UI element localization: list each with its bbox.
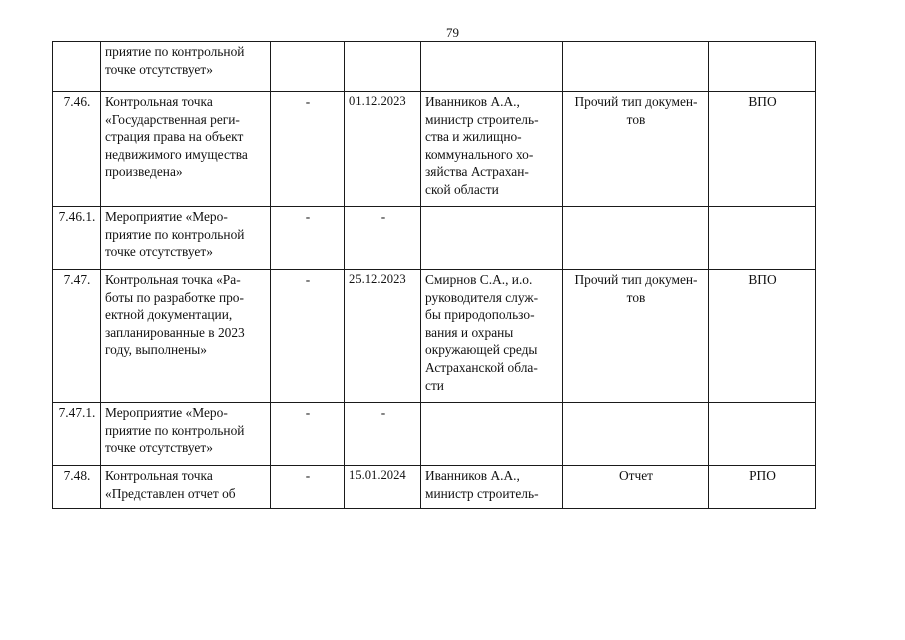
row-name: Мероприятие «Меро- приятие по контрольной точке отсутствует» <box>101 207 271 270</box>
row-dash: - <box>271 466 345 509</box>
table-row <box>53 42 816 92</box>
row-kind <box>709 42 816 92</box>
row-date: 15.01.2024 <box>345 466 421 509</box>
table-row <box>53 466 816 509</box>
row-kind: ВПО <box>709 270 816 403</box>
row-responsible <box>421 403 563 466</box>
row-dash: - <box>271 270 345 403</box>
row-kind <box>709 207 816 270</box>
table-row <box>53 403 816 466</box>
row-name: Контрольная точка «Государственная реги- страция права на объект недвижимого имущества произведена» <box>101 92 271 207</box>
table-row <box>53 92 816 207</box>
page-number: 79 <box>446 25 459 40</box>
row-dash <box>271 42 345 92</box>
row-doc-type: Прочий тип докумен- тов <box>563 270 709 403</box>
row-date: - <box>345 403 421 466</box>
row-number: 7.47. <box>53 270 101 403</box>
table-row <box>53 270 816 403</box>
row-kind: ВПО <box>709 92 816 207</box>
row-number: 7.46. <box>53 92 101 207</box>
row-number: 7.48. <box>53 466 101 509</box>
table-row <box>53 207 816 270</box>
row-dash: - <box>271 92 345 207</box>
row-doc-type <box>563 207 709 270</box>
row-doc-type <box>563 42 709 92</box>
row-kind <box>709 403 816 466</box>
row-name: Контрольная точка «Ра- боты по разработке про- ектной документации, запланированные в 2023 году, выполнены» <box>101 270 271 403</box>
row-name: приятие по контрольной точке отсутствует» <box>101 42 271 92</box>
row-name: Мероприятие «Меро- приятие по контрольной точке отсутствует» <box>101 403 271 466</box>
row-name: Контрольная точка «Представлен отчет об <box>101 466 271 509</box>
row-date: 01.12.2023 <box>345 92 421 207</box>
row-responsible: Иванников А.А., министр строитель- ства и жилищно- коммунального хо- зяйства Астрахан- ской области <box>421 92 563 207</box>
row-responsible: Иванников А.А., министр строитель- <box>421 466 563 509</box>
row-responsible <box>421 42 563 92</box>
row-date <box>345 42 421 92</box>
row-date: 25.12.2023 <box>345 270 421 403</box>
row-dash: - <box>271 403 345 466</box>
row-doc-type: Отчет <box>563 466 709 509</box>
row-responsible: Смирнов С.А., и.о. руководителя служ- бы природопользо- вания и охраны окружающей среды Астраханской обла- сти <box>421 270 563 403</box>
row-doc-type: Прочий тип докумен- тов <box>563 92 709 207</box>
row-dash: - <box>271 207 345 270</box>
control-points-table <box>52 41 816 509</box>
row-date: - <box>345 207 421 270</box>
row-number: 7.47.1. <box>53 403 101 466</box>
row-responsible <box>421 207 563 270</box>
row-doc-type <box>563 403 709 466</box>
row-kind: РПО <box>709 466 816 509</box>
row-number: 7.46.1. <box>53 207 101 270</box>
row-number <box>53 42 101 92</box>
